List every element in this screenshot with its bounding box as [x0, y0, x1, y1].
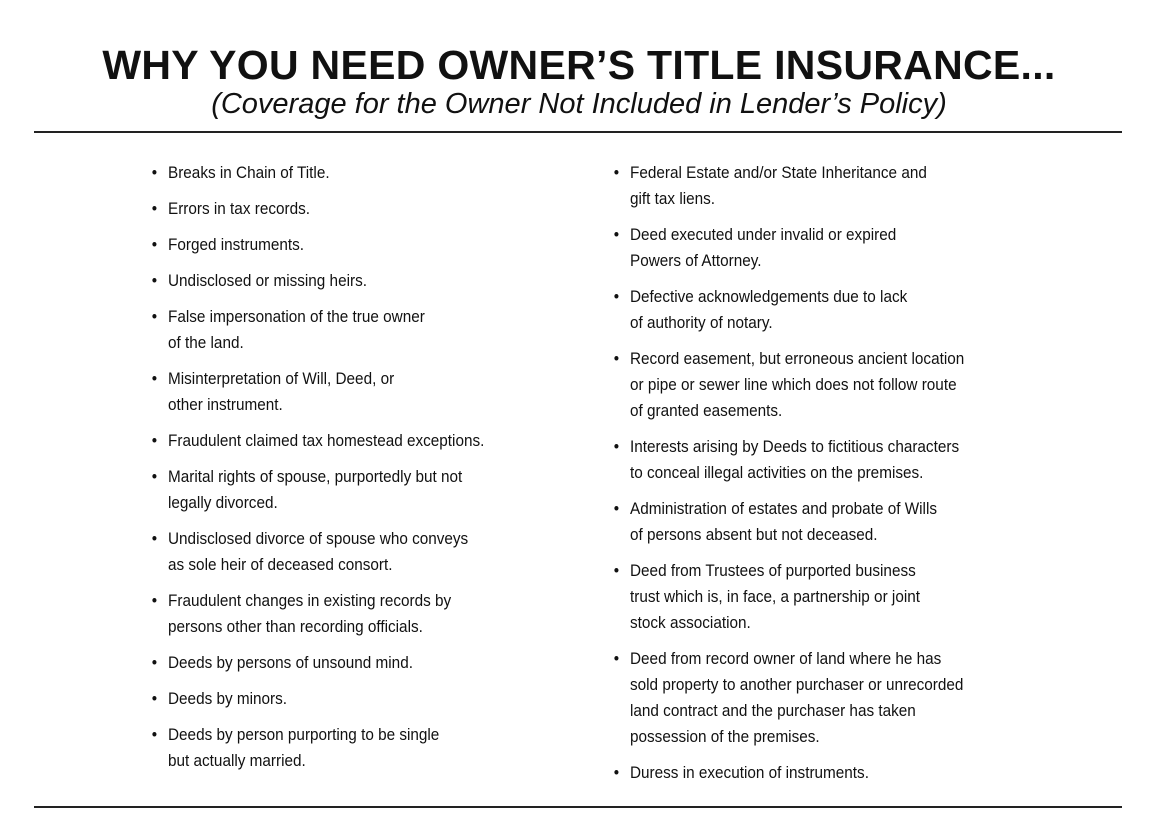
- bullet-icon: •: [151, 235, 158, 254]
- list-item-text: Deed from Trustees of purported business trust which is, in face, a partnership or joint stock association.: [630, 561, 920, 632]
- bullet-icon: •: [151, 467, 158, 486]
- bottom-divider: [34, 806, 1122, 808]
- list-item-text: Interests arising by Deeds to fictitious characters to conceal illegal activities on the premises.: [630, 437, 960, 482]
- right-coverage-list: [612, 160, 1008, 796]
- list-item: [612, 346, 1008, 424]
- list-item: [150, 232, 546, 258]
- list-item: [150, 428, 546, 454]
- bullet-icon: •: [151, 307, 158, 326]
- bullet-icon: •: [613, 499, 620, 518]
- list-item-text: False impersonation of the true owner of the land.: [168, 307, 425, 352]
- list-item-text: Misinterpretation of Will, Deed, or other instrument.: [168, 369, 395, 414]
- bullet-icon: •: [613, 163, 620, 182]
- list-item-text: Undisclosed divorce of spouse who conveys as sole heir of deceased consort.: [168, 529, 469, 574]
- list-item-text: Defective acknowledgements due to lack of authority of notary.: [630, 287, 908, 332]
- page-title: WHY YOU NEED OWNER’S TITLE INSURANCE...: [102, 42, 1056, 88]
- bullet-icon: •: [613, 225, 620, 244]
- list-item-text: Deeds by persons of unsound mind.: [168, 653, 413, 672]
- list-item: [612, 284, 1008, 336]
- bullet-icon: •: [613, 437, 620, 456]
- list-item-text: Breaks in Chain of Title.: [168, 163, 330, 182]
- bullet-icon: •: [613, 287, 620, 306]
- list-item-text: Forged instruments.: [168, 235, 305, 254]
- bullet-icon: •: [613, 763, 620, 782]
- list-item-text: Deeds by minors.: [168, 689, 288, 708]
- bullet-icon: •: [151, 199, 158, 218]
- bullet-icon: •: [151, 689, 158, 708]
- bullet-icon: •: [151, 271, 158, 290]
- list-item-text: Deed from record owner of land where he has sold property to another purchaser or unrecorded land contract and the purchaser has taken possession of the premises.: [630, 649, 964, 746]
- bullet-icon: •: [151, 163, 158, 182]
- list-item-text: Errors in tax records.: [168, 199, 310, 218]
- list-item-text: Undisclosed or missing heirs.: [168, 271, 367, 290]
- list-item-text: Federal Estate and/or State Inheritance and gift tax liens.: [630, 163, 927, 208]
- list-item: [150, 366, 546, 418]
- list-item: [150, 722, 546, 774]
- list-item-text: Deed executed under invalid or expired Powers of Attorney.: [630, 225, 897, 270]
- list-item: [612, 646, 1008, 750]
- bullet-icon: •: [613, 349, 620, 368]
- bullet-icon: •: [151, 529, 158, 548]
- list-item-text: Administration of estates and probate of Wills of persons absent but not deceased.: [630, 499, 938, 544]
- list-item: [150, 686, 546, 712]
- list-item-text: Duress in execution of instruments.: [630, 763, 869, 782]
- bullet-icon: •: [151, 725, 158, 744]
- list-item: [150, 304, 546, 356]
- list-item: [612, 434, 1008, 486]
- list-item: [612, 496, 1008, 548]
- list-item-text: Fraudulent changes in existing records by persons other than recording officials.: [168, 591, 452, 636]
- list-item: [150, 588, 546, 640]
- bullet-icon: •: [613, 561, 620, 580]
- list-item: [150, 268, 546, 294]
- bullet-icon: •: [151, 591, 158, 610]
- list-item: [612, 160, 1008, 212]
- list-item: [150, 196, 546, 222]
- list-item-text: Fraudulent claimed tax homestead exceptions.: [168, 431, 485, 450]
- bullet-icon: •: [151, 369, 158, 388]
- list-item: [150, 650, 546, 676]
- bullet-icon: •: [151, 653, 158, 672]
- list-item: [612, 222, 1008, 274]
- list-item-text: Record easement, but erroneous ancient location or pipe or sewer line which does not follow route of granted easements.: [630, 349, 965, 420]
- list-item-text: Deeds by person purporting to be single but actually married.: [168, 725, 440, 770]
- list-item-text: Marital rights of spouse, purportedly but not legally divorced.: [168, 467, 463, 512]
- list-item: [612, 558, 1008, 636]
- left-coverage-list: [150, 160, 546, 784]
- bullet-icon: •: [151, 431, 158, 450]
- page-subtitle: (Coverage for the Owner Not Included in Lender’s Policy): [211, 88, 947, 120]
- list-item: [150, 526, 546, 578]
- bullet-icon: •: [613, 649, 620, 668]
- list-item: [150, 160, 546, 186]
- top-divider: [34, 131, 1122, 133]
- list-item: [150, 464, 546, 516]
- list-item: [612, 760, 1008, 786]
